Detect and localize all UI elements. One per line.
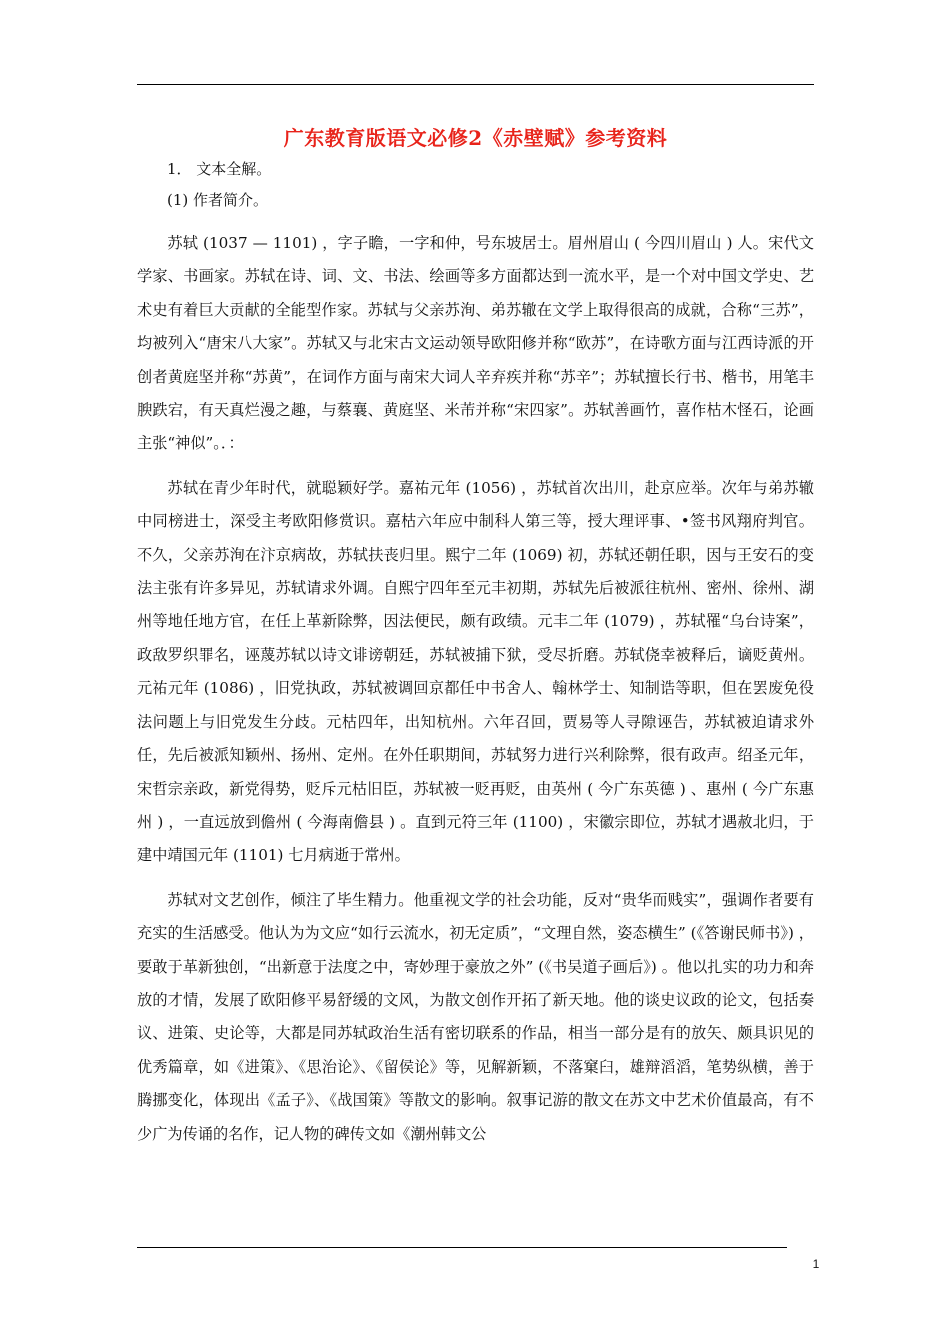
section-heading: 1． 文本全解。: [167, 160, 272, 178]
header-rule: [137, 84, 814, 85]
document-body: [137, 155, 814, 1151]
subsection-heading: (1) 作者简介。: [167, 191, 269, 209]
paragraph-author-intro: 苏轼 (1037 — 1101) ，字子瞻，一字和仲，号东坡居士。眉州眉山 ( 今四川眉山 ) 人。宋代文学家、书画家。苏轼在诗、词、文、书法、绘画等多方面都达到一流水平，是一个对中国文学史、艺术史有着巨大贡献的全能型作家。苏轼与父亲苏洵、弟苏辙在文学上取得很高的成就，合称“三苏”，均被列入“唐宋八大家”。苏轼又与北宋古文运动领导欧阳修并称“欧苏”，在诗歌方面与江西诗派的开创者黄庭坚并称“苏黄”，在词作方面与南宋大词人辛弃疾并称“苏辛”；苏轼擅长行书、楷书，用笔丰腴跌宕，有天真烂漫之趣，与蔡襄、黄庭坚、米芾并称“宋四家”。苏轼善画竹，喜作枯木怪石，论画主张“神似”。．：: [137, 234, 814, 453]
document-title: 广东教育版语文必修2《赤壁赋》参考资料: [283, 126, 668, 150]
footer-rule: [137, 1247, 787, 1248]
paragraph-literary-views: 苏轼对文艺创作，倾注了毕生精力。他重视文学的社会功能，反对“贵华而贱实”，强调作者要有充实的生活感受。他认为为文应“如行云流水，初无定质”，“文理自然，姿态横生” (《答谢民师书》) ，要敢于革新独创，“出新意于法度之中，寄妙理于豪放之外” (《书吴道子画后》) 。他以扎实的功力和奔放的才情，发展了欧阳修平易舒缓的文风，为散文创作开拓了新天地。他的谈史议政的论文，包括奏议、进策、史论等，大都是同苏轼政治生活有密切联系的作品，相当一部分是有的放矢、颇具识见的优秀篇章，如《进策》、《思治论》、《留侯论》等，见解新颖，不落窠臼，雄辩滔滔，笔势纵横，善于腾挪变化，体现出《孟子》、《战国策》等散文的影响。叙事记游的散文在苏文中艺术价值最高，有不少广为传诵的名作，记人物的碑传文如《潮州韩文公: [137, 890, 814, 1143]
paragraph-biography: 苏轼在青少年时代，就聪颖好学。嘉祐元年 (1056) ，苏轼首次出川，赴京应举。次年与弟苏辙中同榜进士，深受主考欧阳修赏识。嘉枯六年应中制科人第三等，授大理评事、•签书风翔府判官。不久，父亲苏洵在汴京病故，苏轼扶丧归里。熙宁二年 (1069) 初，苏轼还朝任职，因与王安石的变法主张有许多异见，苏轼请求外调。自熙宁四年至元丰初期，苏轼先后被派往杭州、密州、徐州、湖州等地任地方官，在任上革新除弊，因法便民，颇有政绩。元丰二年 (1079) ，苏轼罹“乌台诗案”，政敌罗织罪名，诬蔑苏轼以诗文诽谤朝廷，苏轼被捕下狱，受尽折磨。苏轼侥幸被释后，谪贬黄州。元祐元年 (1086) ，旧党执政，苏轼被调回京都任中书舍人、翰林学士、知制诰等职，但在罢废免役法问题上与旧党发生分歧。元枯四年，出知杭州。六年召回，贾易等人寻隙诬告，苏轼被迫请求外任，先后被派知颖州、扬州、定州。在外任职期间，苏轼努力进行兴利除弊，很有政声。绍圣元年，宋哲宗亲政，新党得势，贬斥元枯旧臣，苏轼被一贬再贬，由英州 ( 今广东英德 ) 、惠州 ( 今广东惠州 ) ，一直远放到儋州 ( 今海南儋县 ) 。直到元符三年 (1100) ，宋徽宗即位，苏轼才遇赦北归，于建中靖国元年 (1101) 七月病逝于常州。: [137, 478, 814, 865]
page-number: 1: [812, 1257, 820, 1271]
